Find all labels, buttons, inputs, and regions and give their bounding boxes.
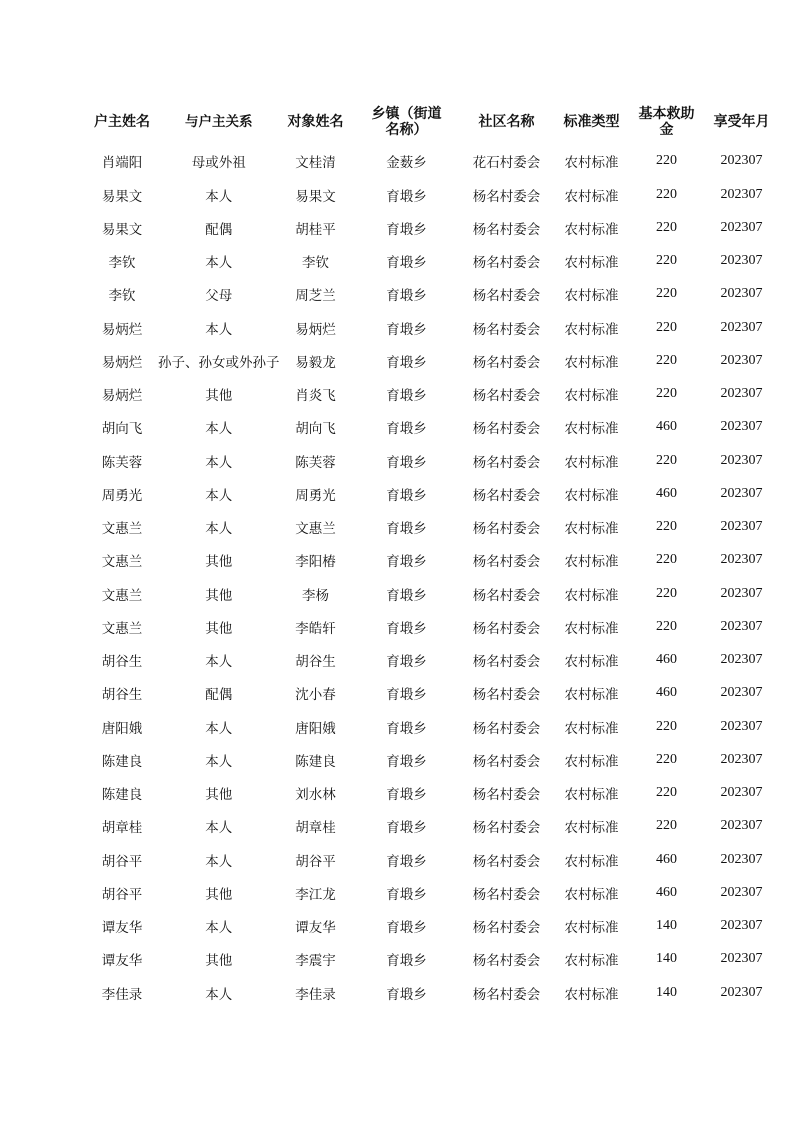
cell-standard-type: 农村标准 <box>564 221 619 238</box>
table-row <box>86 144 782 178</box>
cell-period: 202307 <box>720 685 763 701</box>
cell-standard-type: 农村标准 <box>564 820 619 837</box>
cell-recipient-name: 易毅龙 <box>295 354 336 371</box>
cell-township: 育塅乡 <box>386 454 427 471</box>
cell-householder-name: 易炳烂 <box>101 321 143 338</box>
cell-basic-relief: 220 <box>656 519 677 535</box>
cell-householder-name: 周勇光 <box>101 487 143 504</box>
cell-township: 育塅乡 <box>386 753 427 770</box>
cell-township: 育塅乡 <box>386 820 427 837</box>
cell-community: 杨名村委会 <box>472 886 541 903</box>
cell-householder-name: 文惠兰 <box>101 620 143 637</box>
cell-relation: 本人 <box>205 654 233 671</box>
cell-community: 杨名村委会 <box>472 521 541 538</box>
cell-recipient-name: 李佳录 <box>295 986 336 1003</box>
cell-householder-name: 肖端阳 <box>101 155 143 171</box>
cell-standard-type: 农村标准 <box>564 155 619 171</box>
cell-standard-type: 农村标准 <box>564 487 619 504</box>
header-standard-type: 标准类型 <box>563 114 620 130</box>
cell-community: 杨名村委会 <box>472 953 541 970</box>
cell-relation: 其他 <box>205 620 233 637</box>
cell-township: 育塅乡 <box>386 487 427 504</box>
cell-community: 杨名村委会 <box>472 487 541 504</box>
cell-relation: 配偶 <box>205 221 233 238</box>
cell-householder-name: 胡谷生 <box>101 687 143 704</box>
table-row <box>86 843 782 876</box>
cell-township: 育塅乡 <box>386 720 427 737</box>
cell-period: 202307 <box>720 951 763 967</box>
cell-community: 杨名村委会 <box>472 853 541 870</box>
table-row <box>86 710 782 743</box>
table-row <box>86 178 782 211</box>
cell-basic-relief: 220 <box>656 386 677 402</box>
cell-relation: 本人 <box>205 820 233 837</box>
table-row <box>86 610 782 643</box>
cell-recipient-name: 陈芙蓉 <box>295 454 336 471</box>
cell-householder-name: 谭友华 <box>101 920 143 937</box>
table-row <box>86 644 782 677</box>
table-row <box>86 544 782 577</box>
cell-householder-name: 陈建良 <box>101 787 143 804</box>
table-row <box>86 245 782 278</box>
table-row <box>86 511 782 544</box>
cell-community: 杨名村委会 <box>472 255 541 272</box>
cell-community: 杨名村委会 <box>472 720 541 737</box>
cell-community: 杨名村委会 <box>472 288 541 305</box>
relief-table <box>86 100 782 1009</box>
header-relation: 与户主关系 <box>185 114 253 130</box>
cell-recipient-name: 胡桂平 <box>295 221 336 238</box>
cell-householder-name: 文惠兰 <box>101 587 143 604</box>
header-township: 乡镇（街道名称） <box>371 106 442 138</box>
cell-recipient-name: 易果文 <box>295 188 336 205</box>
cell-township: 育塅乡 <box>386 886 427 903</box>
cell-township: 育塅乡 <box>386 221 427 238</box>
cell-basic-relief: 220 <box>656 253 677 269</box>
cell-relation: 其他 <box>205 787 233 804</box>
cell-relation: 父母 <box>205 288 233 305</box>
cell-period: 202307 <box>720 552 763 568</box>
cell-standard-type: 农村标准 <box>564 687 619 704</box>
cell-relation: 其他 <box>205 388 233 405</box>
table-row <box>86 444 782 477</box>
cell-period: 202307 <box>720 519 763 535</box>
cell-householder-name: 陈建良 <box>101 753 143 770</box>
cell-standard-type: 农村标准 <box>564 521 619 538</box>
cell-relation: 其他 <box>205 587 233 604</box>
cell-recipient-name: 李皓轩 <box>295 620 336 637</box>
cell-period: 202307 <box>720 485 763 501</box>
cell-township: 育塅乡 <box>386 620 427 637</box>
cell-community: 杨名村委会 <box>472 820 541 837</box>
cell-relation: 母或外祖 <box>191 155 246 171</box>
cell-relation: 本人 <box>205 753 233 770</box>
cell-standard-type: 农村标准 <box>564 753 619 770</box>
cell-period: 202307 <box>720 419 763 435</box>
cell-relation: 孙子、孙女或外孙子 <box>158 354 280 371</box>
table-row <box>86 477 782 510</box>
cell-community: 杨名村委会 <box>472 554 541 571</box>
table-row <box>86 943 782 976</box>
cell-period: 202307 <box>720 751 763 767</box>
cell-period: 202307 <box>720 918 763 934</box>
cell-period: 202307 <box>720 253 763 269</box>
cell-standard-type: 农村标准 <box>564 886 619 903</box>
cell-standard-type: 农村标准 <box>564 787 619 804</box>
cell-householder-name: 谭友华 <box>101 953 143 970</box>
cell-period: 202307 <box>720 386 763 402</box>
cell-standard-type: 农村标准 <box>564 554 619 571</box>
cell-community: 杨名村委会 <box>472 354 541 371</box>
cell-basic-relief: 220 <box>656 286 677 302</box>
header-period: 享受年月 <box>713 114 770 130</box>
cell-community: 杨名村委会 <box>472 620 541 637</box>
table-row <box>86 411 782 444</box>
cell-standard-type: 农村标准 <box>564 388 619 405</box>
cell-relation: 其他 <box>205 953 233 970</box>
table-row <box>86 910 782 943</box>
table-row <box>86 278 782 311</box>
cell-township: 育塅乡 <box>386 787 427 804</box>
cell-relation: 本人 <box>205 454 233 471</box>
cell-period: 202307 <box>720 851 763 867</box>
cell-period: 202307 <box>720 319 763 335</box>
cell-basic-relief: 220 <box>656 153 677 168</box>
cell-householder-name: 文惠兰 <box>101 554 143 571</box>
cell-recipient-name: 谭友华 <box>295 920 336 937</box>
cell-householder-name: 胡向飞 <box>101 421 143 438</box>
table-row <box>86 344 782 377</box>
cell-householder-name: 胡谷平 <box>101 853 143 870</box>
cell-period: 202307 <box>720 652 763 668</box>
cell-standard-type: 农村标准 <box>564 587 619 604</box>
cell-community: 杨名村委会 <box>472 654 541 671</box>
cell-relation: 本人 <box>205 986 233 1003</box>
table-row <box>86 677 782 710</box>
cell-community: 杨名村委会 <box>472 986 541 1003</box>
cell-householder-name: 易炳烂 <box>101 388 143 405</box>
cell-relation: 本人 <box>205 321 233 338</box>
cell-standard-type: 农村标准 <box>564 920 619 937</box>
cell-standard-type: 农村标准 <box>564 454 619 471</box>
cell-basic-relief: 220 <box>656 452 677 468</box>
cell-township: 育塅乡 <box>386 587 427 604</box>
cell-recipient-name: 文桂清 <box>295 155 336 171</box>
header-basic-relief: 基本救助金 <box>638 106 695 138</box>
cell-community: 杨名村委会 <box>472 587 541 604</box>
table-row <box>86 311 782 344</box>
cell-township: 育塅乡 <box>386 421 427 438</box>
cell-basic-relief: 220 <box>656 618 677 634</box>
cell-period: 202307 <box>720 884 763 900</box>
cell-recipient-name: 周芝兰 <box>295 288 336 305</box>
cell-township: 育塅乡 <box>386 255 427 272</box>
cell-recipient-name: 胡谷生 <box>295 654 336 671</box>
cell-basic-relief: 460 <box>656 485 677 501</box>
cell-standard-type: 农村标准 <box>564 188 619 205</box>
cell-basic-relief: 140 <box>656 951 677 967</box>
header-householder-name: 户主姓名 <box>94 114 150 130</box>
cell-period: 202307 <box>720 186 763 202</box>
cell-township: 育塅乡 <box>386 554 427 571</box>
cell-period: 202307 <box>720 153 763 168</box>
cell-relation: 本人 <box>205 487 233 504</box>
cell-period: 202307 <box>720 286 763 302</box>
cell-relation: 配偶 <box>205 687 233 704</box>
cell-period: 202307 <box>720 219 763 235</box>
cell-period: 202307 <box>720 984 763 1000</box>
cell-basic-relief: 220 <box>656 219 677 235</box>
cell-standard-type: 农村标准 <box>564 620 619 637</box>
cell-period: 202307 <box>720 452 763 468</box>
cell-standard-type: 农村标准 <box>564 354 619 371</box>
cell-township: 育塅乡 <box>386 687 427 704</box>
cell-recipient-name: 肖炎飞 <box>295 388 336 405</box>
cell-basic-relief: 460 <box>656 685 677 701</box>
cell-township: 育塅乡 <box>386 521 427 538</box>
cell-relation: 本人 <box>205 720 233 737</box>
cell-township: 育塅乡 <box>386 188 427 205</box>
cell-recipient-name: 李钦 <box>302 255 329 272</box>
cell-period: 202307 <box>720 352 763 368</box>
cell-community: 杨名村委会 <box>472 221 541 238</box>
cell-householder-name: 陈芙蓉 <box>101 454 143 471</box>
cell-standard-type: 农村标准 <box>564 853 619 870</box>
cell-basic-relief: 220 <box>656 785 677 801</box>
cell-community: 杨名村委会 <box>472 753 541 770</box>
cell-recipient-name: 文惠兰 <box>295 521 336 538</box>
cell-township: 育塅乡 <box>386 953 427 970</box>
cell-recipient-name: 易炳烂 <box>295 321 336 338</box>
cell-basic-relief: 220 <box>656 186 677 202</box>
table-row <box>86 976 782 1009</box>
cell-recipient-name: 胡章桂 <box>295 820 336 837</box>
cell-community: 杨名村委会 <box>472 388 541 405</box>
cell-basic-relief: 220 <box>656 818 677 834</box>
table-row <box>86 876 782 909</box>
cell-standard-type: 农村标准 <box>564 288 619 305</box>
cell-recipient-name: 李阳椿 <box>295 554 336 571</box>
cell-relation: 本人 <box>205 920 233 937</box>
header-community: 社区名称 <box>478 114 535 130</box>
cell-relation: 本人 <box>205 521 233 538</box>
cell-period: 202307 <box>720 585 763 601</box>
cell-recipient-name: 周勇光 <box>295 487 336 504</box>
cell-township: 育塅乡 <box>386 388 427 405</box>
cell-relation: 本人 <box>205 188 233 205</box>
cell-community: 杨名村委会 <box>472 687 541 704</box>
cell-community: 花石村委会 <box>472 155 541 171</box>
cell-householder-name: 李佳录 <box>101 986 143 1003</box>
cell-basic-relief: 220 <box>656 585 677 601</box>
cell-relation: 本人 <box>205 255 233 272</box>
cell-householder-name: 文惠兰 <box>101 521 143 538</box>
cell-recipient-name: 李杨 <box>302 587 329 604</box>
cell-householder-name: 胡谷平 <box>101 886 143 903</box>
table-row <box>86 378 782 411</box>
cell-recipient-name: 刘水林 <box>295 787 336 804</box>
cell-standard-type: 农村标准 <box>564 654 619 671</box>
cell-standard-type: 农村标准 <box>564 255 619 272</box>
cell-community: 杨名村委会 <box>472 920 541 937</box>
cell-standard-type: 农村标准 <box>564 986 619 1003</box>
cell-basic-relief: 220 <box>656 751 677 767</box>
cell-relation: 其他 <box>205 886 233 903</box>
cell-householder-name: 易果文 <box>101 188 143 205</box>
table-row <box>86 810 782 843</box>
cell-township: 育塅乡 <box>386 853 427 870</box>
cell-township: 育塅乡 <box>386 354 427 371</box>
cell-community: 杨名村委会 <box>472 321 541 338</box>
cell-recipient-name: 沈小春 <box>295 687 336 704</box>
cell-householder-name: 胡章桂 <box>101 820 143 837</box>
cell-period: 202307 <box>720 718 763 734</box>
table-row <box>86 577 782 610</box>
cell-recipient-name: 陈建良 <box>295 753 336 770</box>
cell-householder-name: 易炳烂 <box>101 354 143 371</box>
cell-householder-name: 李钦 <box>108 288 136 305</box>
cell-basic-relief: 460 <box>656 884 677 900</box>
cell-standard-type: 农村标准 <box>564 321 619 338</box>
cell-recipient-name: 唐阳娥 <box>295 720 336 737</box>
cell-community: 杨名村委会 <box>472 188 541 205</box>
cell-basic-relief: 220 <box>656 718 677 734</box>
cell-recipient-name: 李震宇 <box>295 953 336 970</box>
cell-basic-relief: 460 <box>656 419 677 435</box>
table-header-row <box>86 100 782 144</box>
cell-householder-name: 胡谷生 <box>101 654 143 671</box>
cell-recipient-name: 胡谷平 <box>295 853 336 870</box>
cell-householder-name: 李钦 <box>108 255 136 272</box>
cell-standard-type: 农村标准 <box>564 720 619 737</box>
cell-township: 育塅乡 <box>386 288 427 305</box>
table-body <box>86 144 782 1009</box>
table-row <box>86 777 782 810</box>
cell-period: 202307 <box>720 818 763 834</box>
cell-basic-relief: 140 <box>656 918 677 934</box>
cell-standard-type: 农村标准 <box>564 953 619 970</box>
cell-basic-relief: 140 <box>656 984 677 1000</box>
cell-township: 育塅乡 <box>386 654 427 671</box>
cell-period: 202307 <box>720 785 763 801</box>
cell-relation: 本人 <box>205 421 233 438</box>
cell-relation: 其他 <box>205 554 233 571</box>
cell-township: 金薮乡 <box>386 155 427 171</box>
cell-basic-relief: 220 <box>656 352 677 368</box>
cell-community: 杨名村委会 <box>472 454 541 471</box>
cell-basic-relief: 460 <box>656 851 677 867</box>
cell-relation: 本人 <box>205 853 233 870</box>
cell-township: 育塅乡 <box>386 321 427 338</box>
cell-township: 育塅乡 <box>386 920 427 937</box>
cell-basic-relief: 220 <box>656 319 677 335</box>
cell-householder-name: 易果文 <box>101 221 143 238</box>
table-row <box>86 743 782 776</box>
cell-community: 杨名村委会 <box>472 421 541 438</box>
cell-basic-relief: 460 <box>656 652 677 668</box>
cell-basic-relief: 220 <box>656 552 677 568</box>
header-recipient-name: 对象姓名 <box>287 114 344 130</box>
cell-period: 202307 <box>720 618 763 634</box>
table-row <box>86 211 782 244</box>
cell-township: 育塅乡 <box>386 986 427 1003</box>
cell-recipient-name: 李江龙 <box>295 886 336 903</box>
cell-householder-name: 唐阳娥 <box>101 720 143 737</box>
cell-standard-type: 农村标准 <box>564 421 619 438</box>
cell-recipient-name: 胡向飞 <box>295 421 336 438</box>
cell-community: 杨名村委会 <box>472 787 541 804</box>
